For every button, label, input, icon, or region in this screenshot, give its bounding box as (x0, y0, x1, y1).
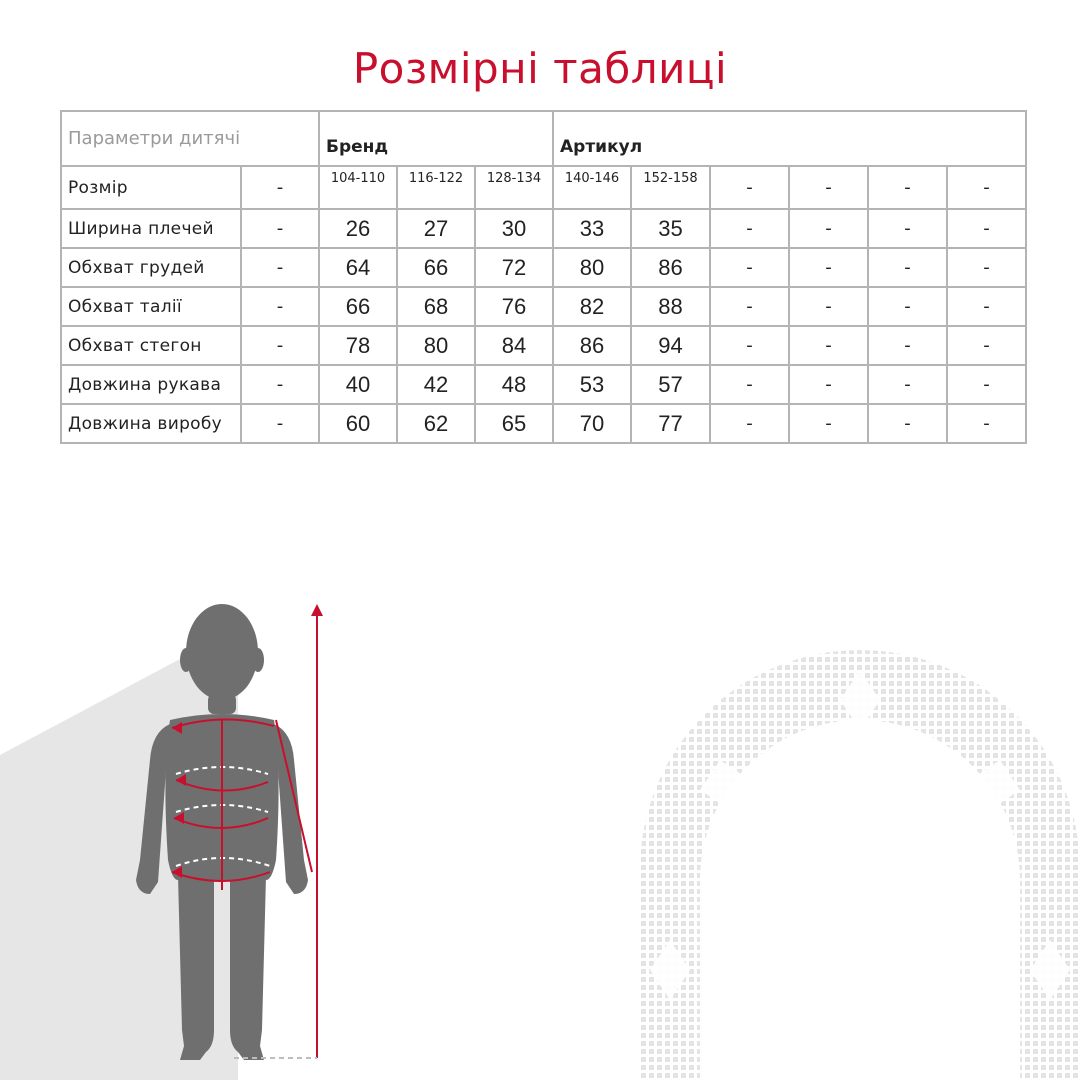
size-cell: - (241, 166, 319, 209)
value-cell: 88 (631, 287, 710, 326)
row-label: Ширина плечей (61, 209, 241, 248)
value-cell: 86 (631, 248, 710, 287)
row-label: Обхват талії (61, 287, 241, 326)
size-cell: - (868, 166, 947, 209)
value-cell: - (789, 326, 868, 365)
table-row (61, 404, 1026, 443)
value-cell: - (789, 209, 868, 248)
param-header: Параметри дитячі (61, 111, 319, 166)
snowflake-ornament-icon (640, 640, 1080, 1080)
size-cell: 152-158 (631, 166, 710, 209)
table-row (61, 326, 1026, 365)
value-cell: - (241, 326, 319, 365)
value-cell: - (868, 248, 947, 287)
row-label: Обхват грудей (61, 248, 241, 287)
value-cell: 66 (397, 248, 475, 287)
value-cell: 76 (475, 287, 553, 326)
page-title: Розмірні таблиці (352, 44, 728, 93)
value-cell: - (789, 404, 868, 443)
size-label: Розмір (61, 166, 241, 209)
row-label: Довжина рукава (61, 365, 241, 404)
value-cell: - (868, 404, 947, 443)
value-cell: - (868, 209, 947, 248)
value-cell: - (947, 209, 1026, 248)
table-row (61, 287, 1026, 326)
value-cell: 84 (475, 326, 553, 365)
value-cell: 72 (475, 248, 553, 287)
row-label: Довжина виробу (61, 404, 241, 443)
table-header-row (61, 111, 1026, 166)
value-cell: - (710, 209, 789, 248)
value-cell: 80 (553, 248, 631, 287)
value-cell: - (947, 404, 1026, 443)
value-cell: - (789, 287, 868, 326)
table-row (61, 248, 1026, 287)
value-cell: 86 (553, 326, 631, 365)
value-cell: - (868, 365, 947, 404)
value-cell: - (710, 248, 789, 287)
value-cell: 77 (631, 404, 710, 443)
value-cell: 35 (631, 209, 710, 248)
value-cell: 48 (475, 365, 553, 404)
value-cell: - (241, 209, 319, 248)
value-cell: - (241, 404, 319, 443)
value-cell: 82 (553, 287, 631, 326)
size-cell: 140-146 (553, 166, 631, 209)
value-cell: - (947, 287, 1026, 326)
value-cell: - (947, 326, 1026, 365)
size-cell: - (710, 166, 789, 209)
value-cell: 42 (397, 365, 475, 404)
table-row (61, 209, 1026, 248)
value-cell: 70 (553, 404, 631, 443)
value-cell: - (710, 287, 789, 326)
value-cell: - (868, 326, 947, 365)
value-cell: 60 (319, 404, 397, 443)
size-table (60, 110, 1027, 444)
value-cell: 78 (319, 326, 397, 365)
value-cell: 94 (631, 326, 710, 365)
size-cell: 104-110 (319, 166, 397, 209)
size-cell: - (947, 166, 1026, 209)
article-header: Артикул (553, 111, 1026, 166)
value-cell: 53 (553, 365, 631, 404)
brand-header: Бренд (319, 111, 553, 166)
value-cell: 40 (319, 365, 397, 404)
value-cell: 57 (631, 365, 710, 404)
value-cell: - (789, 248, 868, 287)
table-row (61, 365, 1026, 404)
value-cell: 80 (397, 326, 475, 365)
size-cell: 116-122 (397, 166, 475, 209)
value-cell: 62 (397, 404, 475, 443)
value-cell: - (947, 248, 1026, 287)
value-cell: 68 (397, 287, 475, 326)
value-cell: - (241, 248, 319, 287)
value-cell: - (710, 326, 789, 365)
value-cell: 30 (475, 209, 553, 248)
value-cell: - (947, 365, 1026, 404)
value-cell: - (789, 365, 868, 404)
value-cell: 66 (319, 287, 397, 326)
value-cell: 26 (319, 209, 397, 248)
value-cell: - (710, 365, 789, 404)
size-cell: - (789, 166, 868, 209)
value-cell: 65 (475, 404, 553, 443)
value-cell: 64 (319, 248, 397, 287)
child-silhouette-measurement-icon (0, 560, 340, 1080)
value-cell: - (241, 365, 319, 404)
size-row (61, 166, 1026, 209)
value-cell: 33 (553, 209, 631, 248)
value-cell: - (868, 287, 947, 326)
value-cell: - (241, 287, 319, 326)
value-cell: 27 (397, 209, 475, 248)
size-cell: 128-134 (475, 166, 553, 209)
value-cell: - (710, 404, 789, 443)
row-label: Обхват стегон (61, 326, 241, 365)
